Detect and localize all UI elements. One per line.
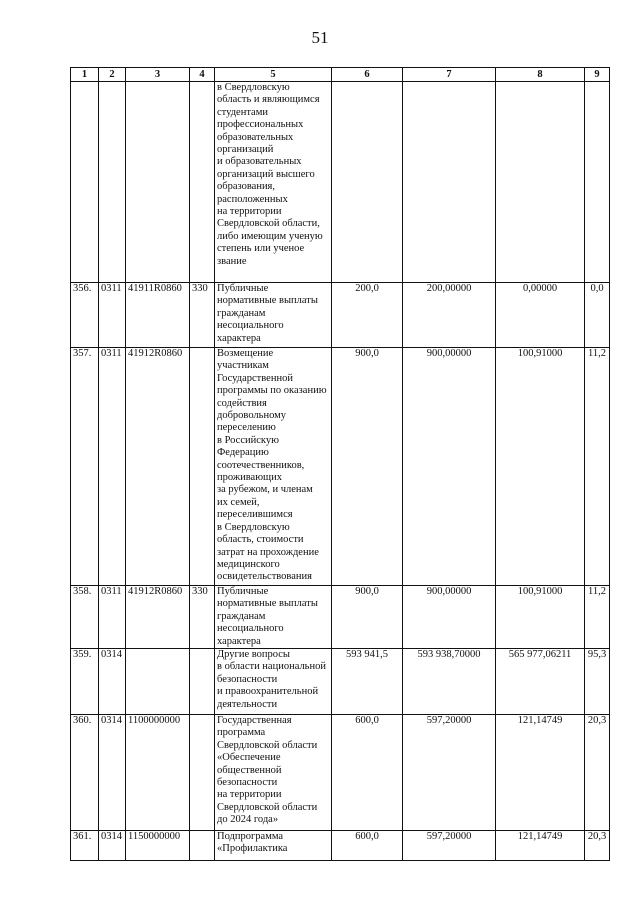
item-name: в Свердловскую область и являющимся студентами профессиональных образовательных организаций и образовательных организаций высшего образования, расположенных на территории Свердловской области, либо имеющим ученую степень или ученое звание xyxy=(215,82,332,283)
section-code xyxy=(99,82,126,283)
plan-amount: 900,0 xyxy=(332,348,403,586)
table-row xyxy=(71,649,610,715)
execution-percent: 11,2 xyxy=(585,586,610,649)
table-row xyxy=(71,831,610,861)
refined-amount: 200,00000 xyxy=(403,283,496,348)
target-article-code: 1150000000 xyxy=(126,831,190,861)
table-row xyxy=(71,82,610,283)
section-code: 0311 xyxy=(99,348,126,586)
item-name: Публичные нормативные выплаты гражданам несоциального характера xyxy=(215,586,332,649)
target-article-code: 41912R0860 xyxy=(126,348,190,586)
refined-amount: 597,20000 xyxy=(403,831,496,861)
expense-type-code xyxy=(190,348,215,586)
target-article-code: 41912R0860 xyxy=(126,586,190,649)
execution-percent: 20,3 xyxy=(585,831,610,861)
row-number: 361. xyxy=(71,831,99,861)
col-header-6: 6 xyxy=(332,68,403,82)
col-header-9: 9 xyxy=(585,68,610,82)
col-header-3: 3 xyxy=(126,68,190,82)
target-article-code: 1100000000 xyxy=(126,715,190,831)
section-code: 0311 xyxy=(99,586,126,649)
target-article-code xyxy=(126,82,190,283)
refined-amount: 900,00000 xyxy=(403,348,496,586)
executed-amount: 100,91000 xyxy=(496,348,585,586)
refined-amount: 593 938,70000 xyxy=(403,649,496,715)
item-name: Другие вопросы в области национальной безопасности и правоохранительной деятельности xyxy=(215,649,332,715)
table-header-row xyxy=(71,68,610,82)
executed-amount: 100,91000 xyxy=(496,586,585,649)
plan-amount: 900,0 xyxy=(332,586,403,649)
row-number: 357. xyxy=(71,348,99,586)
table-row xyxy=(71,283,610,348)
table-row xyxy=(71,348,610,586)
execution-percent: 20,3 xyxy=(585,715,610,831)
refined-amount xyxy=(403,82,496,283)
expense-type-code xyxy=(190,649,215,715)
expense-type-code: 330 xyxy=(190,586,215,649)
item-name: Публичные нормативные выплаты гражданам несоциального характера xyxy=(215,283,332,348)
section-code: 0314 xyxy=(99,715,126,831)
refined-amount: 900,00000 xyxy=(403,586,496,649)
col-header-2: 2 xyxy=(99,68,126,82)
row-number: 356. xyxy=(71,283,99,348)
table-row xyxy=(71,715,610,831)
item-name: Возмещение участникам Государственной программы по оказанию содействия добровольному переселению в Российскую Федерацию соотечественников, проживающих за рубежом, и членам их семей, переселившимся в Свердловскую область, стоимости затрат на прохождение медицинского освидетельствования xyxy=(215,348,332,586)
execution-percent: 0,0 xyxy=(585,283,610,348)
plan-amount: 600,0 xyxy=(332,715,403,831)
execution-percent: 95,3 xyxy=(585,649,610,715)
table-row xyxy=(71,586,610,649)
executed-amount: 565 977,06211 xyxy=(496,649,585,715)
col-header-4: 4 xyxy=(190,68,215,82)
col-header-7: 7 xyxy=(403,68,496,82)
target-article-code xyxy=(126,649,190,715)
expense-type-code xyxy=(190,831,215,861)
row-number xyxy=(71,82,99,283)
expense-type-code xyxy=(190,715,215,831)
col-header-1: 1 xyxy=(71,68,99,82)
col-header-8: 8 xyxy=(496,68,585,82)
target-article-code: 41911R0860 xyxy=(126,283,190,348)
execution-percent: 11,2 xyxy=(585,348,610,586)
refined-amount: 597,20000 xyxy=(403,715,496,831)
row-number: 359. xyxy=(71,649,99,715)
item-name: Подпрограмма «Профилактика xyxy=(215,831,332,861)
executed-amount: 121,14749 xyxy=(496,831,585,861)
budget-table xyxy=(70,67,610,861)
section-code: 0314 xyxy=(99,649,126,715)
plan-amount: 600,0 xyxy=(332,831,403,861)
expense-type-code: 330 xyxy=(190,283,215,348)
section-code: 0311 xyxy=(99,283,126,348)
row-number: 358. xyxy=(71,586,99,649)
expense-type-code xyxy=(190,82,215,283)
section-code: 0314 xyxy=(99,831,126,861)
executed-amount: 0,00000 xyxy=(496,283,585,348)
page-number: 51 xyxy=(311,28,329,47)
execution-percent xyxy=(585,82,610,283)
plan-amount: 200,0 xyxy=(332,283,403,348)
row-number: 360. xyxy=(71,715,99,831)
col-header-5: 5 xyxy=(215,68,332,82)
plan-amount xyxy=(332,82,403,283)
plan-amount: 593 941,5 xyxy=(332,649,403,715)
item-name: Государственная программа Свердловской области «Обеспечение общественной безопасности на территории Свердловской области до 2024 года» xyxy=(215,715,332,831)
executed-amount: 121,14749 xyxy=(496,715,585,831)
executed-amount xyxy=(496,82,585,283)
